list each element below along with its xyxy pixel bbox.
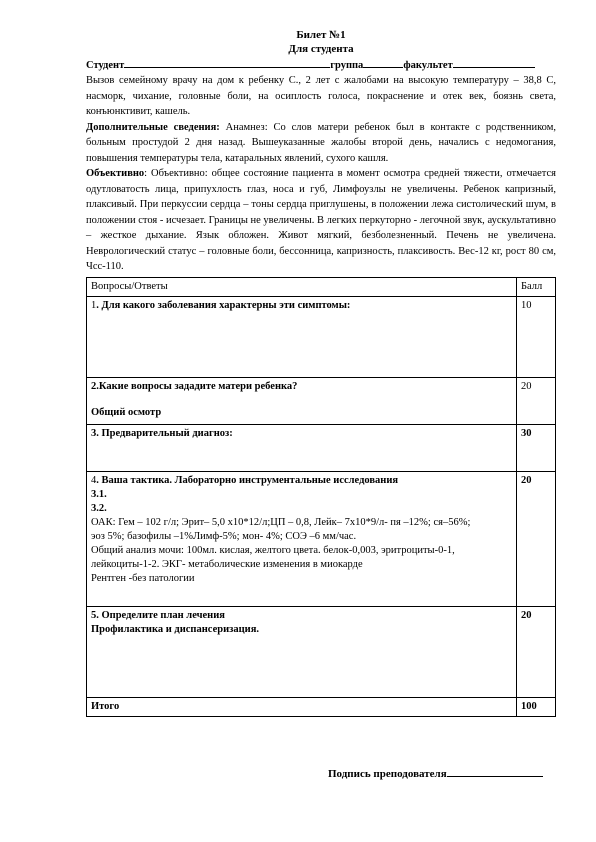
faculty-label: факультет <box>403 60 453 71</box>
table-row <box>87 424 556 471</box>
question-4-urine: Общий анализ мочи: 100мл. кислая, желтого цвета. белок-0,003, эритроциты-0-1, лейкоциты-1-2. ЭКГ- метаболические изменения в миокарде <box>91 544 455 570</box>
question-5-text: 5. Определите план лечения <box>91 609 225 621</box>
question-4-31: 3.1. <box>91 488 107 500</box>
table-row <box>87 296 556 377</box>
total-score: 100 <box>517 697 556 716</box>
questions-table <box>86 277 556 717</box>
total-label: Итого <box>87 697 517 716</box>
score-2: 20 <box>517 377 556 424</box>
question-2 <box>87 377 517 424</box>
objective-paragraph <box>86 166 556 275</box>
ticket-subtitle: Для студента <box>288 43 354 55</box>
question-1 <box>87 296 517 377</box>
question-1-number: 1 <box>91 299 97 311</box>
question-5 <box>87 606 517 697</box>
faculty-blank[interactable] <box>453 57 535 68</box>
question-5-sub: Профилактика и диспансеризация. <box>91 623 259 635</box>
student-label: Студент <box>86 60 125 71</box>
table-row <box>87 377 556 424</box>
objective-text: : Объективно: общее состояние пациента в момент осмотра средней тяжести, отмечается одутловатость лица, припухлость глаз, носа и губ, Лимфоузлы не увеличены. Ребенок капризный, плаксивый. При перкуссии сердца – тоны сердца приглушены, в положении лежа систолический шум, в положении стоя - исчезает. Границы не увеличены. В легких перкуторно - легочной звук, аускультативно – жесткое дыхание. Язык обложен. Живот мягкий, безболезненный. Печень не увеличена. Неврологический статус – головные боли, бессонница, капризность, плаксивость. Вес-12 кг, рост 80 см, Чсс-110. <box>86 168 556 272</box>
score-1: 10 <box>517 296 556 377</box>
group-blank[interactable] <box>363 57 403 68</box>
header-score: Балл <box>517 277 556 296</box>
question-1-text: . Для какого заболевания характерны эти симптомы: <box>96 299 351 311</box>
question-2-sub: Общий осмотр <box>91 406 162 418</box>
question-4-number: 4 <box>91 474 97 486</box>
question-4-eoz: эоз 5%; базофилы –1%Лимф-5%; мон- 4%; СОЭ –6 мм/час. <box>91 530 357 542</box>
objective-label: Объективно <box>86 168 145 179</box>
ticket-title: Билет №1 <box>296 29 346 41</box>
teacher-signature <box>328 766 543 780</box>
question-4-oak: ОАК: Гем – 102 г/л; Эрит– 5,0 х10*12/л;ЦП – 0,8, Лейк– 7х10*9/л- пя –12%; ся–56%; <box>91 516 471 528</box>
table-header-row <box>87 277 556 296</box>
table-total-row <box>87 697 556 716</box>
table-row <box>87 606 556 697</box>
question-2-text: 2.Какие вопросы зададите матери ребенка? <box>91 380 298 392</box>
header-questions: Вопросы/Ответы <box>87 277 517 296</box>
additional-label: Дополнительные сведения: <box>86 121 220 133</box>
signature-blank[interactable] <box>447 766 543 777</box>
score-3: 30 <box>517 424 556 471</box>
student-line <box>86 57 556 73</box>
question-4-xray: Рентген -без патологии <box>91 572 195 584</box>
table-row <box>87 471 556 606</box>
complaint-paragraph: Вызов семейному врачу на дом к ребенку С., 2 лет с жалобами на высокую температуру – 38,8 С, насморк, чихание, головные боли, на осиплость голоса, покраснение и отек век, боязнь света, конъюнктивит, кашель. <box>86 75 556 117</box>
additional-paragraph <box>86 120 556 167</box>
question-4-text: . Ваша тактика. Лабораторно инструментальные исследования <box>96 474 399 486</box>
group-label: группа <box>330 60 364 71</box>
signature-label: Подпись преподователя <box>328 768 447 780</box>
student-blank[interactable] <box>124 57 330 68</box>
question-4-32: 3.2. <box>91 502 107 514</box>
score-4: 20 <box>517 471 556 606</box>
additional-text: Анамнез: Со слов матери ребенок был в контакте с родственником, больным простудой 2 дня назад. Вышеуказанные жалобы второй день, начались с недомогания, повышения температуры тела, катаральных явлений, сухого кашля. <box>86 121 556 164</box>
question-4 <box>87 471 517 606</box>
question-3: 3. Предварительный диагноз: <box>87 424 517 471</box>
score-5: 20 <box>517 606 556 697</box>
